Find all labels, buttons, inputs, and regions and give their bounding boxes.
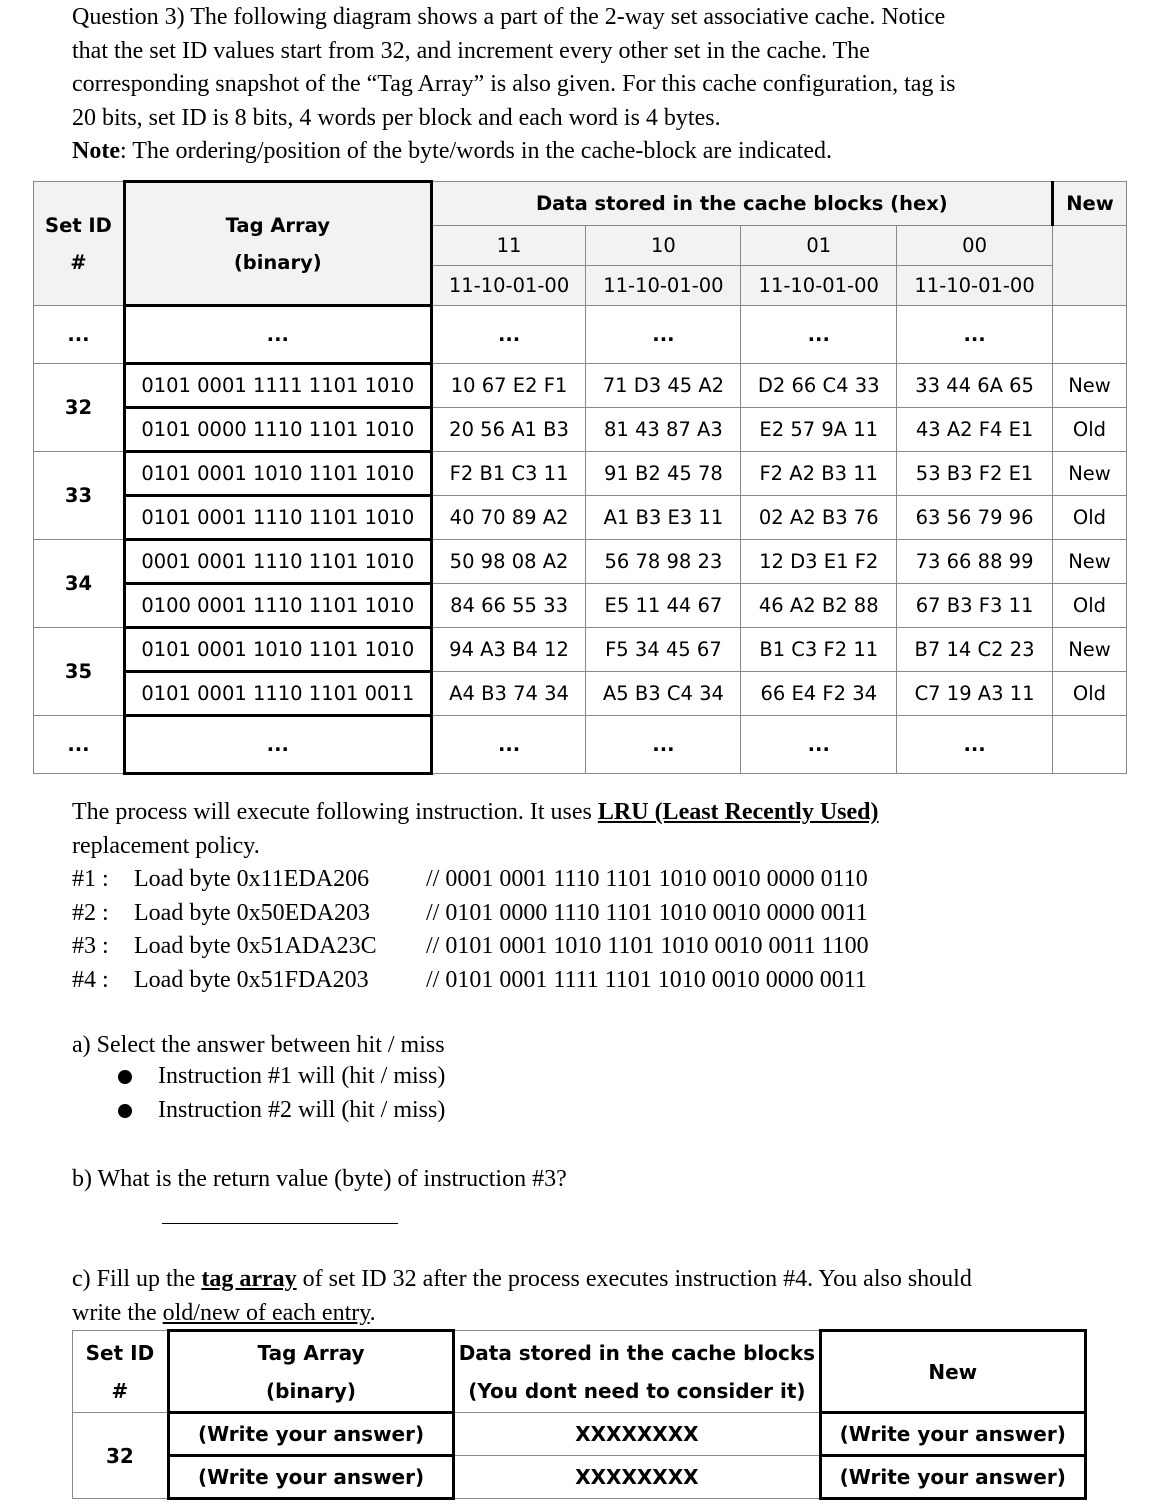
data-cell: 66 E4 F2 34 [741, 672, 897, 716]
tag-header [124, 182, 431, 306]
ellipsis-blank [1052, 716, 1126, 774]
data-cell: 91 B2 45 78 [586, 452, 741, 496]
instruction-line [72, 863, 869, 897]
part-b-title: b) What is the return value (byte) of instruction #3? [72, 1166, 567, 1192]
instr-num: #3 : [72, 933, 109, 959]
tag-header-label: Tag Array [257, 1340, 365, 1365]
setid-header-hash: # [70, 250, 87, 274]
question-line: that the set ID values start from 32, and increment every other set in the cache. The [72, 37, 870, 64]
instr-bits: // 0101 0000 1110 1101 1010 0010 0000 0011 [426, 899, 868, 926]
set-id-cell: 34 [34, 540, 125, 628]
data-cell: F2 A2 B3 11 [741, 452, 897, 496]
data-cell: 50 98 08 A2 [431, 540, 586, 584]
data-header [454, 1331, 820, 1413]
data-cell: B7 14 C2 23 [897, 628, 1053, 672]
old-new-emphasis: old/new of each entry [162, 1299, 370, 1326]
data-cell: 81 43 87 A3 [586, 408, 741, 452]
ellipsis: ... [586, 306, 741, 364]
data-cell: 67 B3 F3 11 [897, 584, 1053, 628]
process-intro [72, 796, 879, 830]
status-cell: New [1052, 452, 1126, 496]
setid-header-hash: # [111, 1378, 129, 1403]
table-row [34, 672, 1127, 716]
question-text [72, 1, 955, 169]
new-header: New [1052, 182, 1126, 226]
data-cell: F2 B1 C3 11 [431, 452, 586, 496]
table-row [34, 364, 1127, 408]
part-c-text [72, 1263, 972, 1330]
ellipsis: ... [741, 306, 897, 364]
setid-header [34, 182, 125, 306]
bullet-icon [118, 1104, 132, 1118]
table-row [73, 1413, 1086, 1456]
status-cell: Old [1052, 672, 1126, 716]
word-col-header: 01 [741, 226, 897, 266]
part-c-line [72, 1263, 972, 1297]
status-cell: New [1052, 628, 1126, 672]
table-row [34, 540, 1127, 584]
table-row [34, 496, 1127, 540]
part-c-line2-pre: write the [72, 1299, 163, 1326]
byte-order: 11-10-01-00 [586, 266, 741, 306]
data-cell: 71 D3 45 A2 [586, 364, 741, 408]
ellipsis: ... [431, 716, 586, 774]
data-cell: C7 19 A3 11 [897, 672, 1053, 716]
data-cell: 10 67 E2 F1 [431, 364, 586, 408]
data-cell: 12 D3 E1 F2 [741, 540, 897, 584]
set-id-cell: 35 [34, 628, 125, 716]
instr-num: #1 : [72, 866, 109, 892]
tag-answer-cell[interactable]: (Write your answer) [168, 1413, 453, 1456]
table-row [73, 1456, 1086, 1499]
status-answer-cell[interactable]: (Write your answer) [820, 1456, 1086, 1499]
process-intro-2: replacement policy. [72, 832, 260, 859]
tag-cell: 0101 0001 1010 1101 1010 [124, 452, 431, 496]
data-cell: 02 A2 B3 76 [741, 496, 897, 540]
tag-cell: 0001 0001 1110 1101 1010 [124, 540, 431, 584]
instr-op: Load byte 0x51ADA23C [134, 933, 377, 959]
setid-header [73, 1331, 169, 1413]
byte-order: 11-10-01-00 [741, 266, 897, 306]
part-a-item [118, 1063, 445, 1090]
ellipsis: ... [897, 716, 1053, 774]
data-cell: 84 66 55 33 [431, 584, 586, 628]
instr-num: #4 : [72, 966, 109, 993]
question-line: Question 3) The following diagram shows a part of the 2-way set associative cache. Notice [72, 4, 946, 30]
table-row [34, 628, 1127, 672]
instr-bits: // 0001 0001 1110 1101 1010 0010 0000 0110 [426, 866, 868, 892]
table-row [34, 452, 1127, 496]
setid-header-label: Set ID [45, 213, 112, 237]
status-cell: Old [1052, 496, 1126, 540]
part-a-item [118, 1097, 445, 1124]
data-cell: 43 A2 F4 E1 [897, 408, 1053, 452]
data-header: Data stored in the cache blocks (hex) [431, 182, 1052, 226]
note-line [72, 135, 955, 169]
tag-cell: 0101 0000 1110 1101 1010 [124, 408, 431, 452]
setid-header-label: Set ID [85, 1340, 155, 1365]
ellipsis: ... [431, 306, 586, 364]
question-line: 20 bits, set ID is 8 bits, 4 words per block and each word is 4 bytes. [72, 104, 721, 131]
tag-header-binary: (binary) [265, 1378, 357, 1403]
data-cell: 33 44 6A 65 [897, 364, 1053, 408]
set-id-cell: 33 [34, 452, 125, 540]
set-id-cell: 32 [34, 364, 125, 452]
instr-op: Load byte 0x51FDA203 [134, 966, 369, 993]
answer-blank[interactable] [162, 1223, 398, 1224]
data-cell: 20 56 A1 B3 [431, 408, 586, 452]
process-text [72, 796, 879, 863]
answer-table [72, 1329, 1087, 1500]
tag-cell: 0101 0001 1111 1101 1010 [124, 364, 431, 408]
tag-array-emphasis: tag array [201, 1266, 297, 1292]
data-cell: D2 66 C4 33 [741, 364, 897, 408]
new-header-blank [1052, 226, 1126, 306]
instr-op: Load byte 0x50EDA203 [134, 899, 370, 926]
new-header: New [820, 1331, 1086, 1413]
part-c-pre: c) Fill up the [72, 1266, 202, 1292]
word-col-header: 00 [897, 226, 1053, 266]
cache-table [33, 180, 1127, 775]
ellipsis: ... [741, 716, 897, 774]
data-cell: F5 34 45 67 [586, 628, 741, 672]
ellipsis: ... [34, 716, 125, 774]
byte-order: 11-10-01-00 [431, 266, 586, 306]
ellipsis-blank [1052, 306, 1126, 364]
status-cell: Old [1052, 584, 1126, 628]
instr-bits: // 0101 0001 1111 1101 1010 0010 0000 0011 [426, 966, 867, 993]
tag-cell: 0101 0001 1110 1101 1010 [124, 496, 431, 540]
ellipsis: ... [124, 306, 431, 364]
ellipsis: ... [34, 306, 125, 364]
part-c-line2-post: . [369, 1299, 376, 1326]
instruction-line [72, 930, 869, 964]
data-cell: A5 B3 C4 34 [586, 672, 741, 716]
instruction-line [72, 964, 869, 998]
table-row [34, 408, 1127, 452]
tag-cell: 0101 0001 1010 1101 1010 [124, 628, 431, 672]
data-cell: 94 A3 B4 12 [431, 628, 586, 672]
instr-num: #2 : [72, 899, 109, 926]
data-header-label: Data stored in the cache blocks [458, 1340, 816, 1365]
note-text: : The ordering/position of the byte/words in the cache-block are indicated. [119, 138, 832, 164]
bullet-icon [118, 1070, 132, 1084]
ellipsis: ... [897, 306, 1053, 364]
ellipsis: ... [586, 716, 741, 774]
note-label: Note [72, 138, 120, 164]
data-cell: XXXXXXXX [454, 1413, 820, 1456]
tag-cell: 0100 0001 1110 1101 1010 [124, 584, 431, 628]
word-col-header: 10 [586, 226, 741, 266]
tag-cell: 0101 0001 1110 1101 0011 [124, 672, 431, 716]
ellipsis: ... [124, 716, 431, 774]
data-cell: 63 56 79 96 [897, 496, 1053, 540]
set-id-cell: 32 [73, 1413, 169, 1499]
tag-header-label: Tag Array [225, 213, 330, 237]
tag-answer-cell[interactable]: (Write your answer) [168, 1456, 453, 1499]
table-row [34, 584, 1127, 628]
data-cell: 73 66 88 99 [897, 540, 1053, 584]
data-cell: XXXXXXXX [454, 1456, 820, 1499]
data-header-note: (You dont need to consider it) [468, 1378, 806, 1403]
instruction-line [72, 897, 869, 931]
data-cell: 46 A2 B2 88 [741, 584, 897, 628]
data-cell: E2 57 9A 11 [741, 408, 897, 452]
tag-header [168, 1331, 453, 1413]
part-a-item-text: Instruction #2 will (hit / miss) [158, 1097, 446, 1123]
word-col-header: 11 [431, 226, 586, 266]
data-cell: 40 70 89 A2 [431, 496, 586, 540]
status-cell: New [1052, 540, 1126, 584]
instr-bits: // 0101 0001 1010 1101 1010 0010 0011 1100 [426, 933, 869, 959]
part-a-title: a) Select the answer between hit / miss [72, 1032, 445, 1058]
data-cell: E5 11 44 67 [586, 584, 741, 628]
status-cell: Old [1052, 408, 1126, 452]
tag-header-binary: (binary) [233, 250, 322, 274]
part-c-post: of set ID 32 after the process executes instruction #4. You also should [296, 1266, 972, 1292]
data-cell: A4 B3 74 34 [431, 672, 586, 716]
lru-emphasis: LRU (Least Recently Used) [597, 799, 879, 825]
status-cell: New [1052, 364, 1126, 408]
data-cell: B1 C3 F2 11 [741, 628, 897, 672]
instruction-list [72, 863, 869, 997]
data-cell: A1 B3 E3 11 [586, 496, 741, 540]
part-c-line-2 [72, 1297, 972, 1331]
data-cell: 53 B3 F2 E1 [897, 452, 1053, 496]
process-intro-text: The process will execute following instruction. It uses [72, 799, 598, 825]
instr-op: Load byte 0x11EDA206 [134, 866, 370, 892]
status-answer-cell[interactable]: (Write your answer) [820, 1413, 1086, 1456]
question-line: corresponding snapshot of the “Tag Array” is also given. For this cache configuration, tag is [72, 71, 956, 97]
byte-order: 11-10-01-00 [897, 266, 1053, 306]
part-a-item-text: Instruction #1 will (hit / miss) [158, 1063, 446, 1089]
data-cell: 56 78 98 23 [586, 540, 741, 584]
